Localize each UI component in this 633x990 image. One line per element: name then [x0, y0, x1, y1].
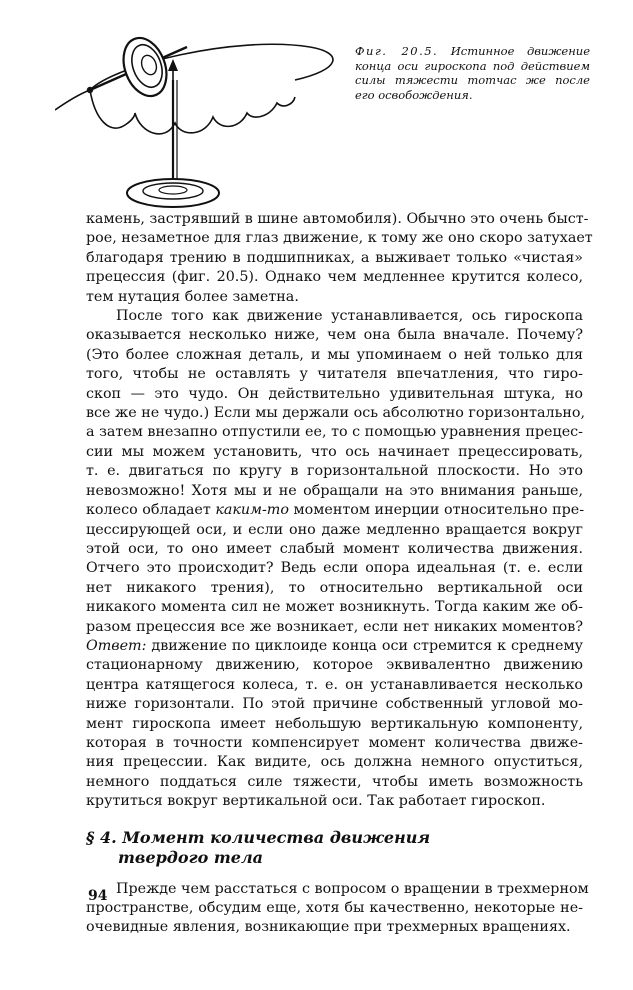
text-line: ниже горизонтали. По этой причине собственный угловой мо-: [86, 696, 583, 713]
text-line: ния прецессии. Как видите, ось должна немного опуститься,: [86, 754, 583, 771]
text-line: Прежде чем расстаться с вопросом о вращении в трехмерном: [116, 880, 589, 897]
text-line: камень, застрявший в шине автомобиля). Обычно это очень быст-: [86, 211, 589, 227]
text-line: нет никакого трения), то относительно вертикальной оси: [86, 579, 583, 596]
text-segment: моментом инерции относительно пре-: [293, 502, 585, 519]
precession-path-left: [55, 90, 90, 110]
section-title-line-1: Момент количества движения: [122, 827, 431, 847]
text-line: благодаря трению в подшипниках, а выживает только «чистая»: [86, 249, 583, 266]
answer-label: Ответ:: [86, 637, 147, 654]
text-line: мент гироскопа имеет небольшую вертикальную компоненту,: [86, 715, 583, 732]
text-line: а затем внезапно отпустили ее, то с помощью уравнения прецес-: [86, 424, 583, 441]
text-segment: колесо обладает: [86, 502, 211, 519]
paragraph-1: [86, 210, 593, 307]
paragraph-3: [86, 880, 589, 938]
text-line: рое, незаметное для глаз движение, к тому же оно скоро затухает: [86, 230, 593, 247]
text-line: центра катящегося колеса, т. е. он устанавливается несколько: [86, 676, 583, 693]
text-line: все же не чудо.) Если мы держали ось абсолютно горизонтально,: [86, 405, 586, 422]
gyroscope-wheel-outer: [116, 32, 174, 102]
text-line: крутиться вокруг вертикальной оси. Так работает гироскоп.: [86, 793, 546, 810]
text-line: того, чтобы не оставлять у читателя впечатления, что гиро-: [86, 366, 583, 383]
text-line: оказывается несколько ниже, чем она была вначале. Почему?: [86, 327, 583, 344]
text-line: После того как движение устанавливается, ось гироскопа: [116, 308, 583, 325]
vertical-arrow-head: [168, 59, 178, 71]
text-line: невозможно! Хотя мы и не обращали на это внимания раньше,: [86, 482, 583, 499]
figure-caption-text: Истинное движение конца оси гироскопа под действием силы тяжести тотчас же после его освобождения.: [355, 44, 590, 102]
text-line: [86, 637, 583, 656]
section-heading-line-1: [86, 828, 583, 848]
text-segment: движение по циклоиде конца оси стремится к среднему: [151, 637, 584, 654]
text-line: т. е. двигаться по кругу в горизонтальной плоскости. Но это: [86, 463, 583, 480]
text-line: прецессия (фиг. 20.5). Однако чем медленнее крутится колесо,: [86, 269, 583, 286]
text-line: которая в точности компенсирует момент количества движе-: [86, 734, 583, 751]
text-line: пространстве, обсудим еще, хотя бы качественно, некоторые не-: [86, 900, 583, 916]
figure-caption: [355, 44, 590, 102]
figure-caption-label: Фиг. 20.5.: [355, 44, 439, 58]
text-line: никакого момента сил не может возникнуть. Тогда каким же об-: [86, 599, 583, 616]
text-line: очевидные явления, возникающие при трехмерных вращениях.: [86, 919, 571, 936]
emphasized-text: каким-то: [215, 502, 289, 519]
text-line: цессирующей оси, и если оно даже медленно вращается вокруг: [86, 521, 583, 538]
text-line: немного поддаться силе тяжести, чтобы иметь возможность: [86, 773, 583, 790]
section-number: § 4.: [86, 827, 117, 847]
text-line: разом прецессия все же возникает, если нет никаких моментов?: [86, 618, 583, 635]
section-title-line-2: твердого тела: [118, 847, 264, 867]
text-line: сии мы можем установить, что ось начинает прецессировать,: [86, 443, 583, 460]
text-line: Отчего это происходит? Ведь если опора идеальная (т. е. если: [86, 560, 583, 577]
text-line: [86, 501, 583, 520]
paragraph-2: [86, 307, 586, 812]
text-line: тем нутация более заметна.: [86, 288, 299, 305]
section-heading: [86, 828, 583, 868]
gyroscope-figure: [55, 25, 345, 215]
text-line: этой оси, то оно имеет слабый момент количества движения.: [86, 540, 583, 557]
text-line: скоп — это чудо. Он действительно удивительная штука, но: [86, 385, 583, 402]
page-number: 94: [88, 888, 108, 904]
text-line: (Это более сложная деталь, и мы упоминаем о ней только для: [86, 346, 583, 363]
cycloid-path: [90, 90, 295, 134]
text-line: стационарному движению, которое эквивалентно движению: [86, 657, 583, 674]
body-text: [86, 210, 593, 938]
